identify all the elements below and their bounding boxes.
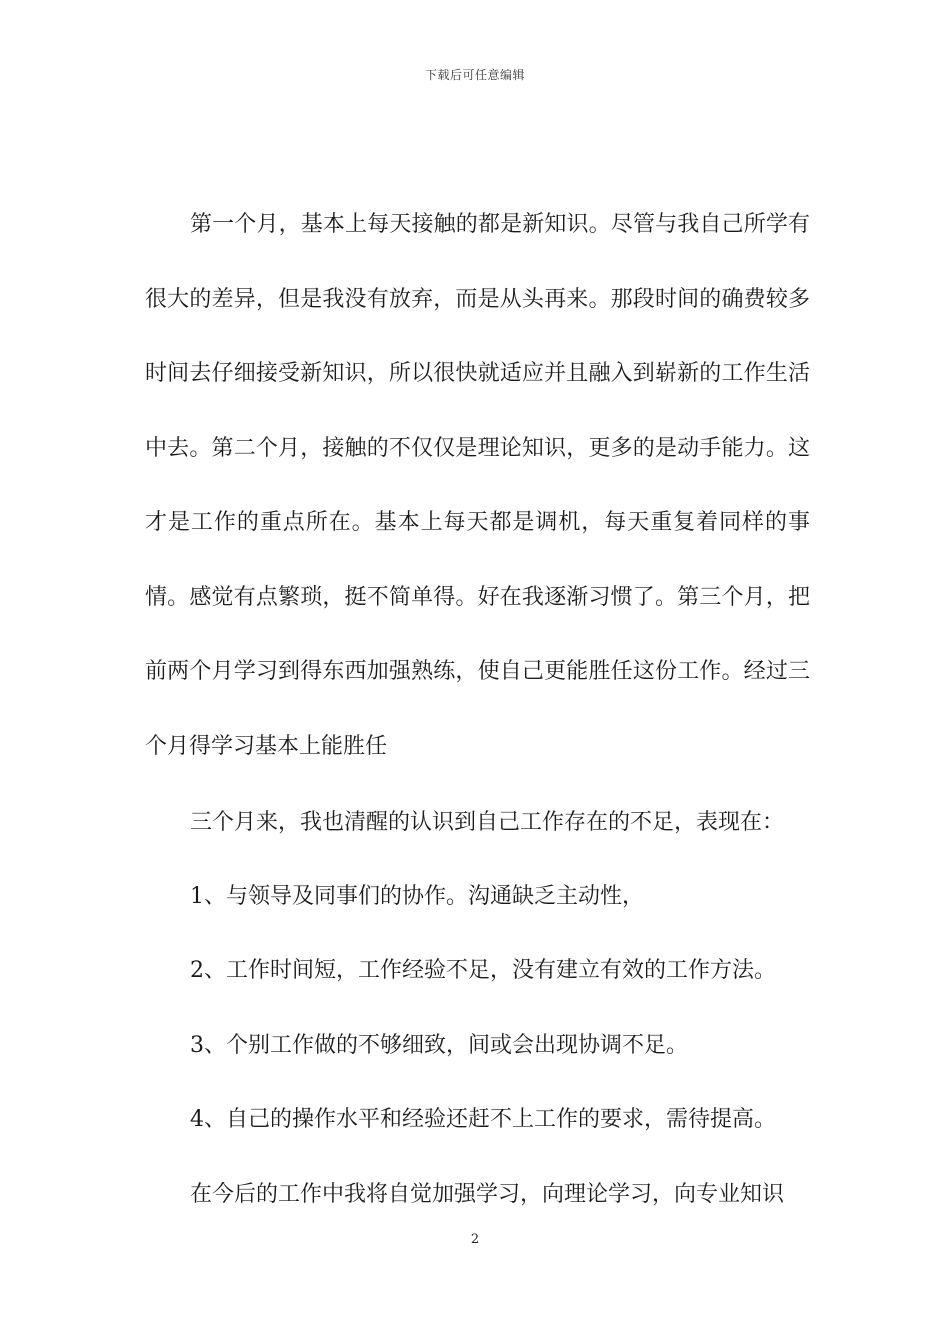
- header-note: 下载后可任意编辑: [424, 68, 525, 82]
- list-item-1: 1、与领导及同事们的协作。沟通缺乏主动性，: [190, 884, 644, 909]
- paragraph-future-plan: 在今后的工作中我将自觉加强学习，向理论学习，向专业知识: [190, 1182, 785, 1207]
- list-item-2: 2、工作时间短，工作经验不足，没有建立有效的工作方法。: [190, 958, 776, 983]
- list-item-3: 3、个别工作做的不够细致，间或会出现协调不足。: [190, 1033, 688, 1058]
- list-item-4: 4、自己的操作水平和经验还赶不上工作的要求，需待提高。: [190, 1107, 776, 1132]
- page-number: 2: [470, 1232, 480, 1247]
- paragraph-shortcomings-intro: 三个月来，我也清醒的认识到自己工作存在的不足，表现在：: [190, 810, 785, 835]
- paragraph-monthly-summary: 第一个月，基本上每天接触的都是新知识。尽管与我自己所学有很大的差异，但是我没有放弃，而是从头再来。那段时间的确费较多时间去仔细接受新知识，所以很快就适应并且融入到崭新的工作生活中去。第二个月，接触的不仅仅是理论知识，更多的是动手能力。这才是工作的重点所在。基本上每天都是调机，每天重复着同样的事情。感觉有点繁琐，挺不简单得。好在我逐渐习惯了。第三个月，把前两个月学习到得东西加强熟练，使自己更能胜任这份工作。经过三个月得学习基本上能胜任: [145, 212, 810, 759]
